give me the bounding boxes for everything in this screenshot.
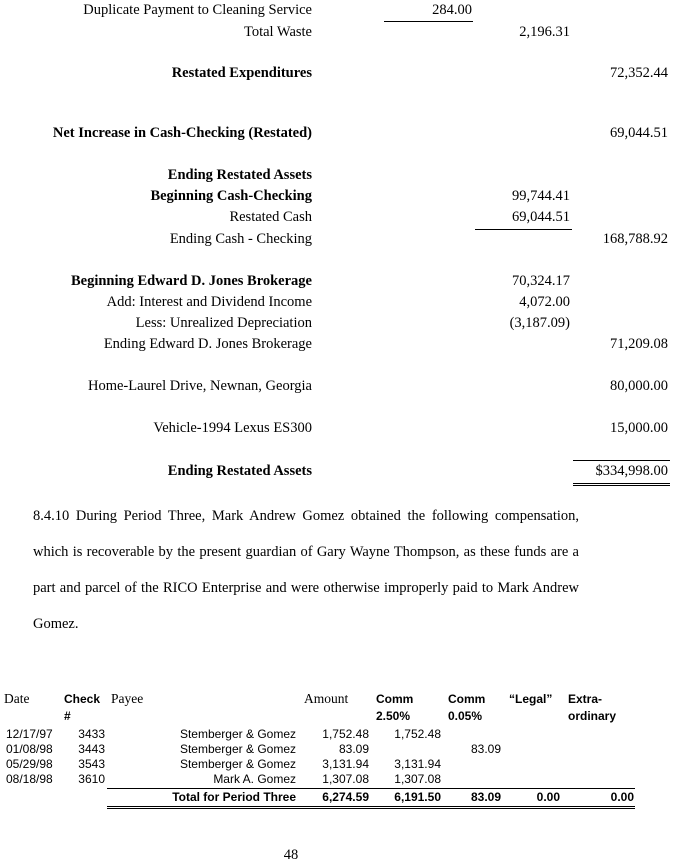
total-extraordinary: 0.00 [610,790,634,804]
header-extraordinary-2: ordinary [568,709,617,723]
net-increase-value: 69,044.51 [610,125,668,141]
header-comm-2-rate: 0.05% [448,709,483,723]
header-check-number: # [64,709,71,723]
vehicle-label: Vehicle-1994 Lexus ES300 [153,420,312,436]
row-amount: 3,131.94 [322,757,369,771]
vehicle-value: 15,000.00 [610,420,668,436]
row-check: 3610 [78,772,105,786]
row-comm-1: 1,307.08 [394,772,441,786]
row-payee: Mark A. Gomez [213,772,296,786]
header-comm-2: Comm [448,692,486,706]
row-amount: 1,752.48 [322,727,369,741]
restated-cash-label: Restated Cash [229,209,312,225]
row-payee: Stemberger & Gomez [179,727,296,741]
row-check: 3543 [78,757,105,771]
row-comm-1: 3,131.94 [394,757,441,771]
ending-brokerage-label: Ending Edward D. Jones Brokerage [103,336,312,352]
row-amount: 1,307.08 [322,772,369,786]
header-legal: “Legal” [509,692,553,706]
restated-cash-value: 69,044.51 [512,209,570,225]
row-amount: 83.09 [338,742,369,756]
ending-restated-assets-label: Ending Restated Assets [167,463,312,479]
total-comm-1: 6,191.50 [394,790,441,804]
total-waste-label: Total Waste [243,24,312,40]
beginning-brokerage-value: 70,324.17 [512,273,570,289]
home-label: Home-Laurel Drive, Newnan, Georgia [88,378,312,394]
row-date: 08/18/98 [6,772,53,786]
header-date: Date [4,691,30,706]
header-check: Check [64,692,101,706]
row-payee: Stemberger & Gomez [179,757,296,771]
total-waste-value: 2,196.31 [519,24,570,40]
ending-cash-label: Ending Cash - Checking [169,231,312,247]
page-number: 48 [283,847,299,863]
section-paragraph: 8.4.10 During Period Three, Mark Andrew Gomez obtained the following compensation, which is recoverable by the present guardian of Gary Wayne Thompson, as these funds are a part and parcel of the RICO Enterprise and were otherwise improperly paid to Mark Andrew Gomez. [33,508,579,632]
header-comm-1-rate: 2.50% [376,709,411,723]
row-comm-2: 83.09 [470,742,501,756]
cash-subtotal-rule [475,229,572,230]
restated-expenditures-value: 72,352.44 [610,65,668,81]
total-label: Total for Period Three [172,790,296,804]
dup-payment-value: 284.00 [432,2,472,18]
depreciation-value: (3,187.09) [509,315,570,331]
header-amount: Amount [304,691,349,706]
ending-brokerage-value: 71,209.08 [610,336,668,352]
row-comm-1: 1,752.48 [394,727,441,741]
row-check: 3433 [78,727,105,741]
subtotal-rule [384,21,473,22]
row-payee: Stemberger & Gomez [179,742,296,756]
net-increase-label: Net Increase in Cash-Checking (Restated) [52,125,312,141]
dup-payment-label: Duplicate Payment to Cleaning Service [83,2,312,18]
interest-income-label: Add: Interest and Dividend Income [106,294,312,310]
total-double-rule [107,806,635,809]
home-value: 80,000.00 [610,378,668,394]
total-amount: 6,274.59 [322,790,369,804]
ending-restated-assets-value: $334,998.00 [595,463,668,479]
interest-income-value: 4,072.00 [519,294,570,310]
ending-cash-value: 168,788.92 [602,231,668,247]
header-comm-1: Comm [376,692,414,706]
row-date: 12/17/97 [6,727,53,741]
total-assets-top-rule [573,460,670,461]
row-date: 01/08/98 [6,742,53,756]
beginning-cash-value: 99,744.41 [512,188,570,204]
header-payee: Payee [111,691,144,706]
row-check: 3443 [78,742,105,756]
total-assets-double-rule [573,483,670,486]
depreciation-label: Less: Unrealized Depreciation [135,315,312,331]
total-legal: 0.00 [536,790,560,804]
header-extraordinary: Extra- [568,692,603,706]
assets-heading: Ending Restated Assets [167,167,312,183]
beginning-brokerage-label: Beginning Edward D. Jones Brokerage [70,273,312,289]
row-date: 05/29/98 [6,757,53,771]
restated-expenditures-label: Restated Expenditures [171,65,312,81]
total-top-rule [107,788,635,789]
total-comm-2: 83.09 [470,790,501,804]
beginning-cash-label: Beginning Cash-Checking [150,188,312,204]
